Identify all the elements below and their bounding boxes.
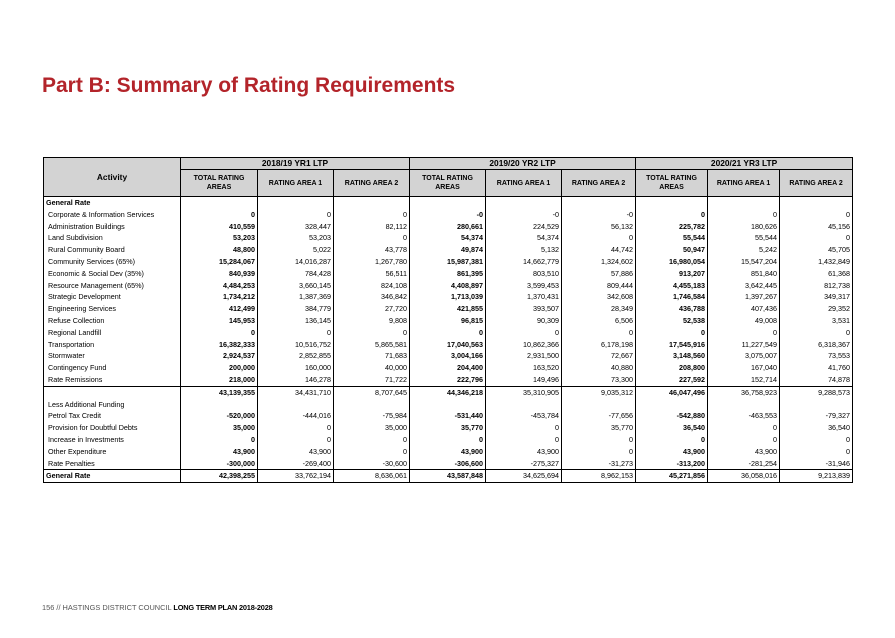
value-cell: -520,000 <box>181 410 258 422</box>
value-cell: -0 <box>410 209 486 221</box>
value-cell: 1,713,039 <box>410 291 486 303</box>
value-cell: -275,327 <box>486 458 562 470</box>
value-cell: 43,900 <box>410 446 486 458</box>
value-cell: 35,310,905 <box>486 386 562 398</box>
subheader-1-1: TOTAL RATING AREAS <box>181 170 258 197</box>
value-cell: 0 <box>258 434 334 446</box>
value-cell: 11,227,549 <box>708 339 780 351</box>
value-cell: 35,000 <box>181 422 258 434</box>
year-header-3: 2020/21 YR3 LTP <box>636 158 853 170</box>
value-cell: 15,547,204 <box>708 256 780 268</box>
value-cell: 0 <box>181 209 258 221</box>
value-cell: 5,865,581 <box>334 339 410 351</box>
value-cell: 45,156 <box>780 221 853 233</box>
value-cell: 0 <box>780 446 853 458</box>
row-label: Rate Penalties <box>44 458 181 470</box>
value-cell: 2,931,500 <box>486 350 562 362</box>
subheader-3-2: RATING AREA 1 <box>708 170 780 197</box>
value-cell: 96,815 <box>410 315 486 327</box>
value-cell: 2,924,537 <box>181 350 258 362</box>
value-cell: 280,661 <box>410 221 486 233</box>
value-cell: 6,318,367 <box>780 339 853 351</box>
value-cell: 45,271,856 <box>636 470 708 483</box>
value-cell: 29,352 <box>780 303 853 315</box>
value-cell: 3,599,453 <box>486 280 562 292</box>
row-label: Corporate & Information Services <box>44 209 181 221</box>
table-row <box>44 446 853 458</box>
value-cell: 812,738 <box>780 280 853 292</box>
value-cell: 224,529 <box>486 221 562 233</box>
value-cell: 0 <box>708 434 780 446</box>
value-cell: -0 <box>562 209 636 221</box>
table-row <box>44 256 853 268</box>
value-cell: -75,984 <box>334 410 410 422</box>
empty-cell <box>486 197 562 209</box>
value-cell: 0 <box>334 446 410 458</box>
year-header-1: 2018/19 YR1 LTP <box>181 158 410 170</box>
value-cell: 0 <box>780 434 853 446</box>
value-cell: 72,667 <box>562 350 636 362</box>
value-cell: 861,395 <box>410 268 486 280</box>
row-label: Economic & Social Dev (35%) <box>44 268 181 280</box>
value-cell: 73,553 <box>780 350 853 362</box>
row-label: Other Expenditure <box>44 446 181 458</box>
value-cell: 36,758,923 <box>708 386 780 398</box>
value-cell: 1,734,212 <box>181 291 258 303</box>
value-cell: 3,148,560 <box>636 350 708 362</box>
row-label: Engineering Services <box>44 303 181 315</box>
table-row <box>44 268 853 280</box>
value-cell: 43,900 <box>181 446 258 458</box>
value-cell: 412,499 <box>181 303 258 315</box>
value-cell: 0 <box>181 434 258 446</box>
value-cell: -30,600 <box>334 458 410 470</box>
less-funding-label: Less Additional Funding <box>44 399 181 411</box>
value-cell: 14,662,779 <box>486 256 562 268</box>
value-cell: 34,431,710 <box>258 386 334 398</box>
value-cell: 1,370,431 <box>486 291 562 303</box>
empty-cell <box>780 399 853 411</box>
value-cell: 17,040,563 <box>410 339 486 351</box>
value-cell: 15,987,381 <box>410 256 486 268</box>
value-cell: 840,939 <box>181 268 258 280</box>
value-cell: 163,520 <box>486 362 562 374</box>
value-cell: -0 <box>486 209 562 221</box>
value-cell: 1,746,584 <box>636 291 708 303</box>
table-row <box>44 291 853 303</box>
value-cell: 5,132 <box>486 244 562 256</box>
value-cell: -77,656 <box>562 410 636 422</box>
value-cell: 54,374 <box>486 232 562 244</box>
row-label: Strategic Development <box>44 291 181 303</box>
value-cell: 3,075,007 <box>708 350 780 362</box>
value-cell: 913,207 <box>636 268 708 280</box>
subtotal-row <box>44 386 853 398</box>
value-cell: 43,778 <box>334 244 410 256</box>
value-cell: 421,855 <box>410 303 486 315</box>
value-cell: 0 <box>780 327 853 339</box>
value-cell: 36,058,016 <box>708 470 780 483</box>
value-cell: 56,132 <box>562 221 636 233</box>
total-row <box>44 470 853 483</box>
value-cell: 4,484,253 <box>181 280 258 292</box>
value-cell: 9,213,839 <box>780 470 853 483</box>
value-cell: 45,705 <box>780 244 853 256</box>
empty-cell <box>780 197 853 209</box>
value-cell: 824,108 <box>334 280 410 292</box>
value-cell: 50,947 <box>636 244 708 256</box>
value-cell: 73,300 <box>562 374 636 386</box>
value-cell: 2,852,855 <box>258 350 334 362</box>
value-cell: 6,178,198 <box>562 339 636 351</box>
value-cell: 53,203 <box>181 232 258 244</box>
empty-cell <box>636 399 708 411</box>
table-row <box>44 232 853 244</box>
value-cell: 1,397,267 <box>708 291 780 303</box>
value-cell: 136,145 <box>258 315 334 327</box>
row-label: Rate Remissions <box>44 374 181 386</box>
empty-cell <box>181 399 258 411</box>
value-cell: 0 <box>181 327 258 339</box>
value-cell: -300,000 <box>181 458 258 470</box>
footer-page-prefix: 156 // HASTINGS DISTRICT COUNCIL <box>42 603 174 612</box>
value-cell: 36,540 <box>780 422 853 434</box>
value-cell: 0 <box>258 327 334 339</box>
value-cell: 8,636,061 <box>334 470 410 483</box>
row-label: Stormwater <box>44 350 181 362</box>
empty-cell <box>636 197 708 209</box>
row-label: Land Subdivision <box>44 232 181 244</box>
value-cell: 49,874 <box>410 244 486 256</box>
page-title: Part B: Summary of Rating Requirements <box>42 74 456 97</box>
row-label: Refuse Collection <box>44 315 181 327</box>
subtotal-label <box>44 386 181 398</box>
value-cell: 6,506 <box>562 315 636 327</box>
value-cell: 0 <box>636 209 708 221</box>
empty-cell <box>181 197 258 209</box>
value-cell: 34,625,694 <box>486 470 562 483</box>
value-cell: 16,980,054 <box>636 256 708 268</box>
value-cell: 384,779 <box>258 303 334 315</box>
value-cell: 0 <box>334 434 410 446</box>
value-cell: 52,538 <box>636 315 708 327</box>
subheader-3-3: RATING AREA 2 <box>780 170 853 197</box>
value-cell: -444,016 <box>258 410 334 422</box>
value-cell: 9,035,312 <box>562 386 636 398</box>
value-cell: 851,840 <box>708 268 780 280</box>
row-label: Contingency Fund <box>44 362 181 374</box>
value-cell: 42,398,255 <box>181 470 258 483</box>
row-label: Regional Landfill <box>44 327 181 339</box>
value-cell: 0 <box>562 232 636 244</box>
rating-summary-table <box>43 157 853 483</box>
value-cell: 0 <box>334 327 410 339</box>
value-cell: 0 <box>486 434 562 446</box>
table-row <box>44 244 853 256</box>
value-cell: 17,545,916 <box>636 339 708 351</box>
subheader-1-2: RATING AREA 1 <box>258 170 334 197</box>
value-cell: 61,368 <box>780 268 853 280</box>
value-cell: 74,878 <box>780 374 853 386</box>
value-cell: -281,254 <box>708 458 780 470</box>
value-cell: 436,788 <box>636 303 708 315</box>
empty-cell <box>410 197 486 209</box>
value-cell: 54,374 <box>410 232 486 244</box>
empty-cell <box>258 399 334 411</box>
empty-cell <box>486 399 562 411</box>
value-cell: 15,284,067 <box>181 256 258 268</box>
row-label: Transportation <box>44 339 181 351</box>
value-cell: 9,808 <box>334 315 410 327</box>
value-cell: 41,760 <box>780 362 853 374</box>
value-cell: 33,762,194 <box>258 470 334 483</box>
value-cell: -79,327 <box>780 410 853 422</box>
value-cell: 3,660,145 <box>258 280 334 292</box>
footer-doc-name: LONG TERM PLAN 2018-2028 <box>173 603 273 612</box>
value-cell: 9,288,573 <box>780 386 853 398</box>
table-row <box>44 280 853 292</box>
value-cell: 10,516,752 <box>258 339 334 351</box>
row-label: Increase in Investments <box>44 434 181 446</box>
value-cell: 180,626 <box>708 221 780 233</box>
value-cell: 0 <box>708 327 780 339</box>
value-cell: 0 <box>708 422 780 434</box>
value-cell: 10,862,366 <box>486 339 562 351</box>
value-cell: 44,742 <box>562 244 636 256</box>
value-cell: 3,531 <box>780 315 853 327</box>
value-cell: 149,496 <box>486 374 562 386</box>
value-cell: 46,047,496 <box>636 386 708 398</box>
value-cell: 342,608 <box>562 291 636 303</box>
subheader-1-3: RATING AREA 2 <box>334 170 410 197</box>
value-cell: 0 <box>780 209 853 221</box>
value-cell: 56,511 <box>334 268 410 280</box>
value-cell: -269,400 <box>258 458 334 470</box>
value-cell: 0 <box>562 446 636 458</box>
empty-cell <box>708 197 780 209</box>
value-cell: 0 <box>780 232 853 244</box>
value-cell: 0 <box>334 209 410 221</box>
value-cell: 227,592 <box>636 374 708 386</box>
value-cell: 35,770 <box>410 422 486 434</box>
table-row <box>44 327 853 339</box>
value-cell: 0 <box>562 327 636 339</box>
value-cell: 43,900 <box>486 446 562 458</box>
value-cell: 55,544 <box>636 232 708 244</box>
less-funding-row <box>44 399 853 411</box>
value-cell: -306,600 <box>410 458 486 470</box>
value-cell: 27,720 <box>334 303 410 315</box>
value-cell: 0 <box>334 232 410 244</box>
table-row <box>44 422 853 434</box>
empty-cell <box>258 197 334 209</box>
value-cell: 809,444 <box>562 280 636 292</box>
value-cell: 44,346,218 <box>410 386 486 398</box>
value-cell: 160,000 <box>258 362 334 374</box>
value-cell: 0 <box>258 209 334 221</box>
table-row <box>44 410 853 422</box>
rating-summary-table-wrapper <box>43 157 852 483</box>
subheader-2-3: RATING AREA 2 <box>562 170 636 197</box>
value-cell: 349,317 <box>780 291 853 303</box>
section-row <box>44 197 853 209</box>
value-cell: 0 <box>486 422 562 434</box>
value-cell: 71,722 <box>334 374 410 386</box>
value-cell: 57,886 <box>562 268 636 280</box>
value-cell: 0 <box>636 327 708 339</box>
value-cell: 48,800 <box>181 244 258 256</box>
value-cell: 35,000 <box>334 422 410 434</box>
table-row <box>44 350 853 362</box>
value-cell: 146,278 <box>258 374 334 386</box>
value-cell: 803,510 <box>486 268 562 280</box>
table-row <box>44 221 853 233</box>
value-cell: 225,782 <box>636 221 708 233</box>
value-cell: 82,112 <box>334 221 410 233</box>
table-row <box>44 374 853 386</box>
empty-cell <box>562 399 636 411</box>
value-cell: 43,587,848 <box>410 470 486 483</box>
row-label: Administration Buildings <box>44 221 181 233</box>
value-cell: 43,139,355 <box>181 386 258 398</box>
value-cell: 145,953 <box>181 315 258 327</box>
value-cell: -463,553 <box>708 410 780 422</box>
table-row <box>44 339 853 351</box>
activity-header: Activity <box>44 158 181 197</box>
value-cell: 200,000 <box>181 362 258 374</box>
value-cell: 4,408,897 <box>410 280 486 292</box>
value-cell: 1,324,602 <box>562 256 636 268</box>
table-row <box>44 315 853 327</box>
value-cell: 346,842 <box>334 291 410 303</box>
value-cell: 3,642,445 <box>708 280 780 292</box>
value-cell: 43,900 <box>258 446 334 458</box>
value-cell: 410,559 <box>181 221 258 233</box>
value-cell: 43,900 <box>636 446 708 458</box>
value-cell: 0 <box>708 209 780 221</box>
value-cell: 208,800 <box>636 362 708 374</box>
value-cell: 4,455,183 <box>636 280 708 292</box>
value-cell: 90,309 <box>486 315 562 327</box>
row-label: Community Services (65%) <box>44 256 181 268</box>
value-cell: 16,382,333 <box>181 339 258 351</box>
value-cell: 40,000 <box>334 362 410 374</box>
value-cell: 14,016,287 <box>258 256 334 268</box>
value-cell: 0 <box>410 327 486 339</box>
value-cell: 1,267,780 <box>334 256 410 268</box>
value-cell: 0 <box>410 434 486 446</box>
section-label: General Rate <box>44 197 181 209</box>
value-cell: 53,203 <box>258 232 334 244</box>
table-row <box>44 209 853 221</box>
value-cell: 222,796 <box>410 374 486 386</box>
value-cell: 152,714 <box>708 374 780 386</box>
table-row <box>44 362 853 374</box>
empty-cell <box>410 399 486 411</box>
value-cell: 0 <box>486 327 562 339</box>
value-cell: -313,200 <box>636 458 708 470</box>
value-cell: 1,432,849 <box>780 256 853 268</box>
page-footer <box>42 603 273 612</box>
total-label: General Rate <box>44 470 181 483</box>
subheader-2-2: RATING AREA 1 <box>486 170 562 197</box>
value-cell: -453,784 <box>486 410 562 422</box>
value-cell: 1,387,369 <box>258 291 334 303</box>
subheader-3-1: TOTAL RATING AREAS <box>636 170 708 197</box>
empty-cell <box>708 399 780 411</box>
value-cell: 328,447 <box>258 221 334 233</box>
value-cell: 36,540 <box>636 422 708 434</box>
row-label: Petrol Tax Credit <box>44 410 181 422</box>
value-cell: -31,946 <box>780 458 853 470</box>
value-cell: 35,770 <box>562 422 636 434</box>
empty-cell <box>334 399 410 411</box>
table-row <box>44 434 853 446</box>
table-row <box>44 458 853 470</box>
value-cell: -531,440 <box>410 410 486 422</box>
value-cell: 5,022 <box>258 244 334 256</box>
empty-cell <box>562 197 636 209</box>
value-cell: 784,428 <box>258 268 334 280</box>
value-cell: 167,040 <box>708 362 780 374</box>
value-cell: 0 <box>562 434 636 446</box>
row-label: Provision for Doubtful Debts <box>44 422 181 434</box>
value-cell: -542,880 <box>636 410 708 422</box>
value-cell: 55,544 <box>708 232 780 244</box>
value-cell: 204,400 <box>410 362 486 374</box>
row-label: Rural Community Board <box>44 244 181 256</box>
empty-cell <box>334 197 410 209</box>
value-cell: 393,507 <box>486 303 562 315</box>
value-cell: 40,880 <box>562 362 636 374</box>
value-cell: 8,707,645 <box>334 386 410 398</box>
table-row <box>44 303 853 315</box>
value-cell: 5,242 <box>708 244 780 256</box>
value-cell: 8,962,153 <box>562 470 636 483</box>
value-cell: 407,436 <box>708 303 780 315</box>
year-header-2: 2019/20 YR2 LTP <box>410 158 636 170</box>
value-cell: 218,000 <box>181 374 258 386</box>
value-cell: 3,004,166 <box>410 350 486 362</box>
value-cell: 71,683 <box>334 350 410 362</box>
subheader-2-1: TOTAL RATING AREAS <box>410 170 486 197</box>
value-cell: 43,900 <box>708 446 780 458</box>
value-cell: 28,349 <box>562 303 636 315</box>
row-label: Resource Management (65%) <box>44 280 181 292</box>
value-cell: 0 <box>636 434 708 446</box>
value-cell: 0 <box>258 422 334 434</box>
value-cell: 49,008 <box>708 315 780 327</box>
value-cell: -31,273 <box>562 458 636 470</box>
